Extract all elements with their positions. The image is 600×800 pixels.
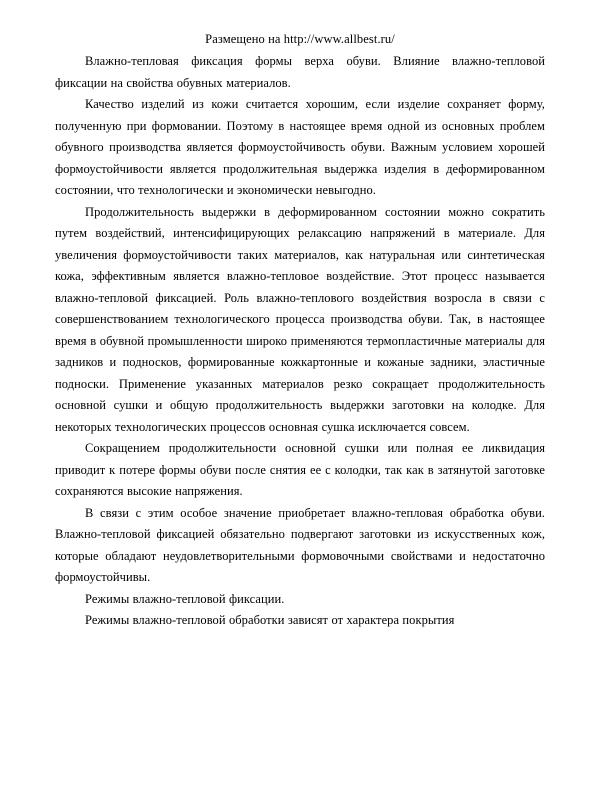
document-source-header: Размещено на http://www.allbest.ru/ [205, 32, 395, 46]
document-body [55, 51, 545, 632]
paragraph: В связи с этим особое значение приобретает влажно-тепловая обработка обуви. Влажно-тепловой фиксацией обязательно подвергают заготовки из искусственных кож, которые обладают неудовлетворительными формовочными свойствами и недостаточно формоустойчивы. [55, 505, 545, 585]
paragraph: Продолжительность выдержки в деформированном состоянии можно сократить путем воздействий, интенсифицирующих релаксацию напряжений в материале. Для увеличения формоустойчивости таких материалов, как натуральная или синтетическая кожа, эффективным является влажно-тепловое воздействие. Этот процесс называется влажно-тепловой фиксацией. Роль влажно-теплового воздействия возросла в связи с совершенствованием технологического процесса производства обуви. Так, в настоящее время в обувной промышленности широко применяются термопластичные материалы для задников и подносков, формированные кожкартонные и кожаные задники, эластичные подноски. Применение указанных материалов резко сокращает продолжительность основной сушки и общую продолжительность выдержки заготовки на колодке. Для некоторых технологических процессов основная сушка исключается совсем. [55, 204, 545, 434]
paragraph: Качество изделий из кожи считается хорошим, если изделие сохраняет форму, полученную при формовании. Поэтому в настоящее время одной из основных проблем обувного производства является формоустойчивость обуви. Важным условием хорошей формоустойчивости является продолжительная выдержка изделия в деформированном состоянии, что технологически и экономически невыгодно. [55, 97, 545, 198]
paragraph: Режимы влажно-тепловой фиксации. [85, 591, 285, 606]
paragraph: Сокращением продолжительности основной сушки или полная ее ликвидация приводит к потере формы обуви после снятия ее с колодки, так как в затянутой заготовке сохраняются высокие напряжения. [55, 441, 545, 499]
paragraph: Влажно-тепловая фиксация формы верха обуви. Влияние влажно-тепловой фиксации на свойства обувных материалов. [55, 54, 545, 90]
paragraph: Режимы влажно-тепловой обработки зависят от характера покрытия [85, 613, 455, 628]
